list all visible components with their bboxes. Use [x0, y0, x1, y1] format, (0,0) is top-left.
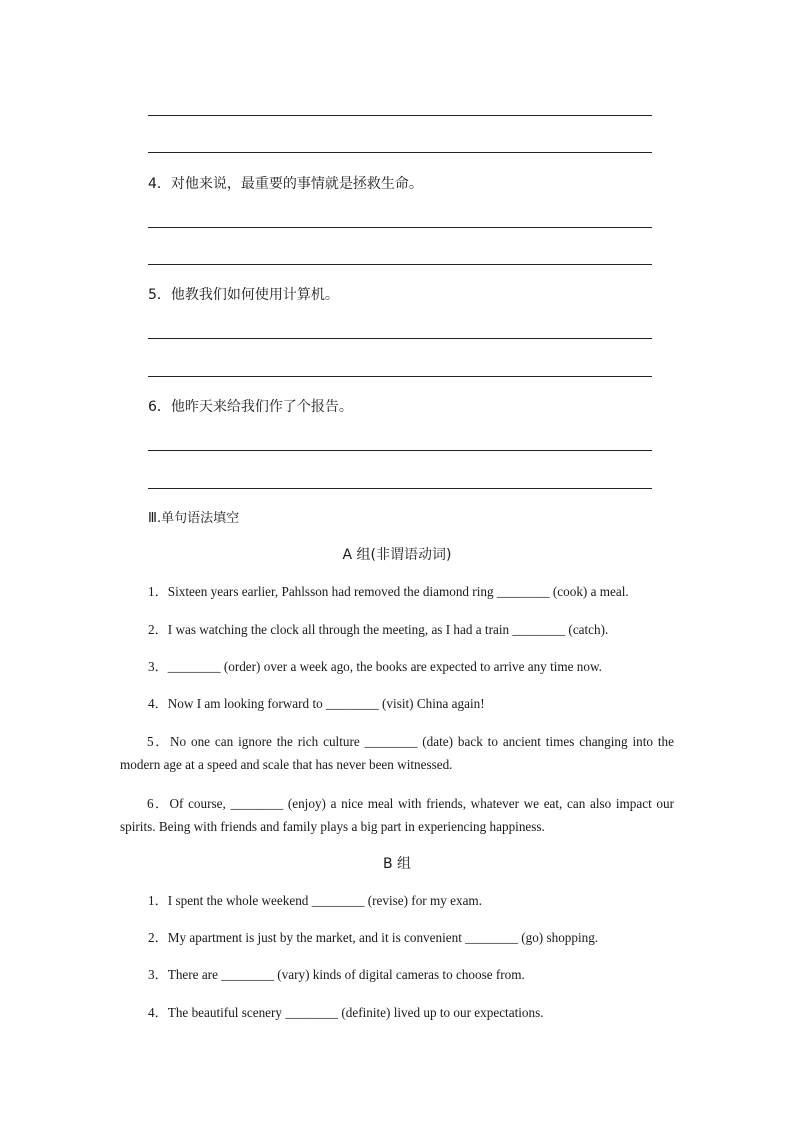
answer-line[interactable]: [148, 264, 652, 265]
item-number: 4．: [148, 696, 168, 711]
item-text: I spent the whole weekend ________ (revise) for my exam.: [167, 893, 482, 908]
answer-line[interactable]: [148, 115, 652, 116]
group-a-title: A 组(非谓语动词): [342, 547, 452, 563]
item-number: 2．: [148, 622, 168, 637]
item-number: 6．: [148, 399, 171, 415]
translation-item: [148, 175, 423, 193]
item-number: 6．: [147, 796, 170, 811]
item-number: 5．: [148, 287, 171, 303]
item-number: 4．: [148, 1005, 168, 1020]
answer-line[interactable]: [148, 450, 652, 451]
answer-line[interactable]: [148, 227, 652, 228]
question-item: [148, 892, 482, 910]
item-number: 5．: [147, 734, 170, 749]
item-text: There are ________ (vary) kinds of digital cameras to choose from.: [167, 967, 525, 982]
answer-line[interactable]: [148, 152, 652, 153]
group-b-title: B 组: [382, 856, 412, 872]
question-item: [148, 695, 485, 713]
item-number: 1．: [148, 584, 168, 599]
question-item: [148, 583, 629, 601]
item-text: The beautiful scenery ________ (definite) lived up to our expectations.: [167, 1005, 544, 1020]
item-number: 3．: [148, 967, 168, 982]
item-number: 1．: [148, 893, 168, 908]
question-item: [120, 730, 674, 776]
question-item: [148, 1004, 544, 1022]
answer-line[interactable]: [148, 376, 652, 377]
item-number: 2．: [148, 930, 168, 945]
item-text: No one can ignore the rich culture ________ (date) back to ancient times changing into the modern age at a speed and scale that has never been witnessed.: [120, 734, 675, 772]
question-item: [120, 792, 674, 838]
question-item: [148, 929, 598, 947]
question-item: [148, 658, 602, 676]
translation-item: [148, 286, 339, 304]
item-text: 他教我们如何使用计算机。: [170, 287, 339, 303]
answer-line[interactable]: [148, 338, 652, 339]
item-text: My apartment is just by the market, and it is convenient ________ (go) shopping.: [167, 930, 599, 945]
item-number: 4．: [148, 176, 171, 192]
item-text: ________ (order) over a week ago, the books are expected to arrive any time now.: [167, 659, 602, 674]
section-title: Ⅲ.单句语法填空: [148, 511, 240, 526]
item-text: 他昨天来给我们作了个报告。: [170, 399, 353, 415]
item-number: 3．: [148, 659, 168, 674]
item-text: Of course, ________ (enjoy) a nice meal with friends, whatever we eat, can also impact our spirits. Being with friends and family plays a big part in experiencing happiness.: [120, 796, 674, 834]
question-item: [148, 621, 608, 639]
item-text: I was watching the clock all through the meeting, as I had a train ________ (catch).: [167, 622, 609, 637]
item-text: Now I am looking forward to ________ (visit) China again!: [167, 696, 485, 711]
translation-item: [148, 398, 353, 416]
item-text: 对他来说，最重要的事情就是拯救生命。: [170, 176, 423, 192]
item-text: Sixteen years earlier, Pahlsson had removed the diamond ring ________ (cook) a meal.: [167, 584, 629, 599]
answer-line[interactable]: [148, 488, 652, 489]
question-item: [148, 966, 525, 984]
